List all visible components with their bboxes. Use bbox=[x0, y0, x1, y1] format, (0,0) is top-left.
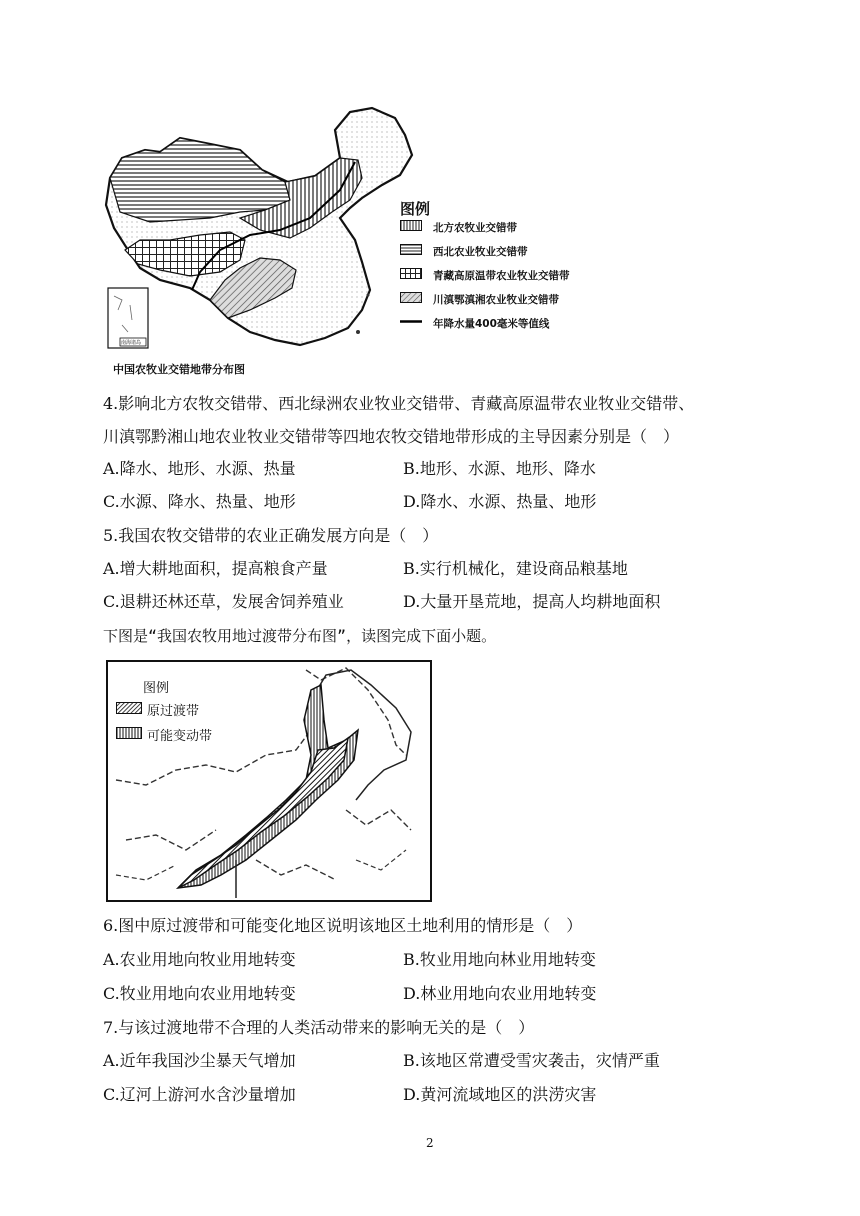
inset-label: 南海诸岛 bbox=[121, 340, 142, 346]
q4-option-a[interactable]: A.降水、地形、水源、热量 bbox=[103, 459, 296, 478]
legend-swatch-vertical bbox=[400, 220, 422, 231]
q4-option-b[interactable]: B.地形、水源、地形、降水 bbox=[403, 459, 596, 478]
q7-option-a[interactable]: A.近年我国沙尘暴天气增加 bbox=[103, 1051, 296, 1070]
q7-stem: 7.与该过渡地带不合理的人类活动带来的影响无关的是（ ） bbox=[103, 1018, 535, 1037]
q4-stem-line2: 川滇鄂黔湘山地农业牧业交错带等四地农牧交错地带形成的主导因素分别是（ ） bbox=[103, 427, 680, 446]
figure2-map bbox=[106, 660, 432, 902]
figure2-legend-title: 图例 bbox=[143, 681, 170, 696]
q6-option-a[interactable]: A.农业用地向牧业用地转变 bbox=[103, 950, 296, 969]
northwest-zone bbox=[110, 138, 290, 222]
q4-option-c[interactable]: C.水源、降水、热量、地形 bbox=[103, 492, 296, 511]
legend2-item-change: 可能变动带 bbox=[147, 729, 213, 744]
q4-option-d[interactable]: D.降水、水源、热量、地形 bbox=[403, 492, 597, 511]
q7-option-b[interactable]: B.该地区常遭受雪灾袭击，灾情严重 bbox=[403, 1051, 660, 1070]
q5-option-a[interactable]: A.增大耕地面积，提高粮食产量 bbox=[103, 559, 328, 578]
legend2-swatch-original bbox=[116, 702, 142, 714]
q6-stem: 6.图中原过渡带和可能变化地区说明该地区土地利用的情形是（ ） bbox=[103, 916, 583, 935]
legend-item-southwest: 川滇鄂滇湘农业牧业交错带 bbox=[433, 294, 559, 306]
q5-option-d[interactable]: D.大量开垦荒地，提高人均耕地面积 bbox=[403, 592, 661, 611]
q4-stem-line1: 4.影响北方农牧交错带、西北绿洲农业牧业交错带、青藏高原温带农业牧业交错带、 bbox=[103, 394, 695, 413]
q7-option-d[interactable]: D.黄河流域地区的洪涝灾害 bbox=[403, 1085, 597, 1104]
legend-item-northwest: 西北农业牧业交错带 bbox=[433, 246, 528, 258]
q5-option-c[interactable]: C.退耕还林还草，发展舍饲养殖业 bbox=[103, 592, 344, 611]
q6-option-d[interactable]: D.林业用地向农业用地转变 bbox=[403, 984, 597, 1003]
q5-option-b[interactable]: B.实行机械化，建设商品粮基地 bbox=[403, 559, 628, 578]
figure2-intro: 下图是“我国农牧用地过渡带分布图”，读图完成下面小题。 bbox=[103, 627, 497, 645]
legend-item-isohyet: 年降水量400毫米等值线 bbox=[433, 318, 550, 330]
figure1-caption: 中国农牧业交错地带分布图 bbox=[113, 363, 245, 376]
q5-stem: 5.我国农牧交错带的农业正确发展方向是（ ） bbox=[103, 526, 439, 545]
legend-item-tibet: 青藏高原温带农业牧业交错带 bbox=[433, 270, 570, 282]
legend-swatch-horizontal bbox=[400, 244, 422, 255]
legend-swatch-grid bbox=[400, 268, 422, 279]
legend2-swatch-change bbox=[116, 727, 142, 739]
page-number: 2 bbox=[426, 1136, 434, 1150]
legend2-item-original: 原过渡带 bbox=[147, 704, 200, 719]
q6-option-c[interactable]: C.牧业用地向农业用地转变 bbox=[103, 984, 296, 1003]
legend-swatch-diagonal bbox=[400, 292, 422, 303]
legend-item-northern: 北方农牧业交错带 bbox=[433, 222, 517, 234]
q6-option-b[interactable]: B.牧业用地向林业用地转变 bbox=[403, 950, 596, 969]
figure1-legend-title: 图例 bbox=[400, 200, 431, 218]
legend-swatch-line bbox=[400, 316, 422, 327]
q7-option-c[interactable]: C.辽河上游河水含沙量增加 bbox=[103, 1085, 296, 1104]
